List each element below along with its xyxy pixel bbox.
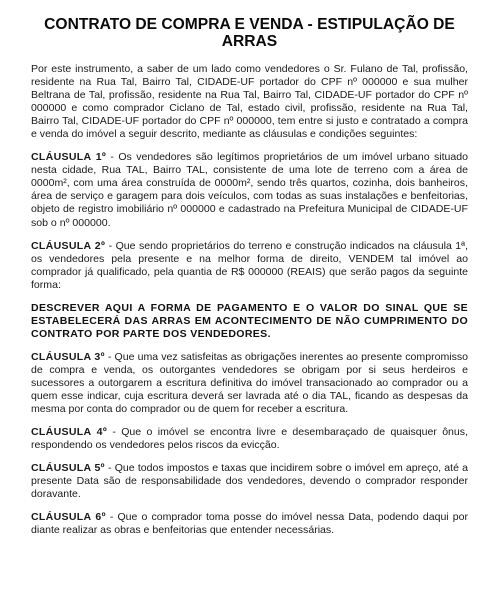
clause-heading: CLÁUSULA 5º xyxy=(31,462,105,475)
clause-text: - Os vendedores são legítimos proprietários de um imóvel urbano situado nesta cidade, Rua TAL, Bairro TAL, consistente de uma lote de terreno com a área de 0000m², com uma área construída de 0000m², sendo três quartos, cozinha, dois banheiros, área de serviço e garagem para dois veículos, com todas as suas instalações e benfeitorias, objeto de registro imobiliário nº 000000 e cadastrado na Prefeitura Municipal de CIDADE-UF sob o nº 000000. xyxy=(31,151,468,229)
clause-heading: CLÁUSULA 2º xyxy=(31,239,106,252)
clause-heading: CLÁUSULA 6º xyxy=(31,511,106,524)
clause-6 xyxy=(31,511,468,537)
clause-heading: CLÁUSULA 4º xyxy=(31,426,107,439)
document-title: CONTRATO DE COMPRA E VENDA - ESTIPULAÇÃO DE ARRAS xyxy=(44,16,455,50)
clause-5 xyxy=(31,462,468,501)
clause-text: - Que o imóvel se encontra livre e desembaraçado de quaisquer ônus, respondendo os vendedores pelos riscos da evicção. xyxy=(31,426,468,452)
clause-text: - Que uma vez satisfeitas as obrigações inerentes ao presente compromisso de compra e venda, os outorgantes vendedores se obrigam por si seus herdeiros e sucessores a outorgarem a escritura definitiva do imóvel transacionado ao comprador ou a quem esse indicar, cuja escritura deverá ser lavrada até o dia TAL, ficando as despesas da mesma por conta do comprador ou de quem for receber a escritura. xyxy=(31,350,468,416)
clause-3 xyxy=(31,351,468,416)
clause-2 xyxy=(31,240,468,292)
payment-instructions: DESCREVER AQUI A FORMA DE PAGAMENTO E O VALOR DO SINAL QUE SE ESTABELECERÁ DAS ARRAS EM ACONTECIMENTO DE NÃO CUMPRIMENTO DO CONTRATO POR PARTE DOS VENDEDORES. xyxy=(31,301,468,340)
clause-text: - Que todos impostos e taxas que incidirem sobre o imóvel em apreço, até a presente Data são de responsabilidade dos vendedores, devendo o comprador responder doravante. xyxy=(31,462,469,501)
clause-text: - Que o comprador toma posse do imóvel nessa Data, podendo daqui por diante realizar as obras e benfeitorias que entender necessárias. xyxy=(31,511,468,537)
clause-heading: CLÁUSULA 1º xyxy=(31,151,107,164)
clause-1 xyxy=(31,151,468,229)
clause-4 xyxy=(31,426,468,452)
intro-paragraph: Por este instrumento, a saber de um lado como vendedores o Sr. Fulano de Tal, profissão, residente na Rua Tal, Bairro Tal, CIDADE-UF portador do CPF nº 000000 e sua mulher Beltrana de Tal, profissão, residente na Rua Tal, Bairro Tal, CIDADE-UF portador do CPF nº 000000 e como comprador Ciclano de Tal, estado civil, profissão, residente na Rua Tal, Bairro Tal, CIDADE-UF portador do CPF nº 000000, tem entre si justo e contratado a compra e venda do imóvel a seguir descrito, mediante as cláusulas e condições seguintes: xyxy=(31,63,468,141)
clause-text: - Que sendo proprietários do terreno e construção indicados na cláusula 1ª, os vendedores pela presente e na melhor forma de direito, VENDEM tal imóvel ao comprador já qualificado, pela quantia de R$ 000000 (REAIS) que serão pagos da seguinte forma: xyxy=(31,239,469,291)
clause-heading: CLÁUSULA 3º xyxy=(31,350,105,363)
